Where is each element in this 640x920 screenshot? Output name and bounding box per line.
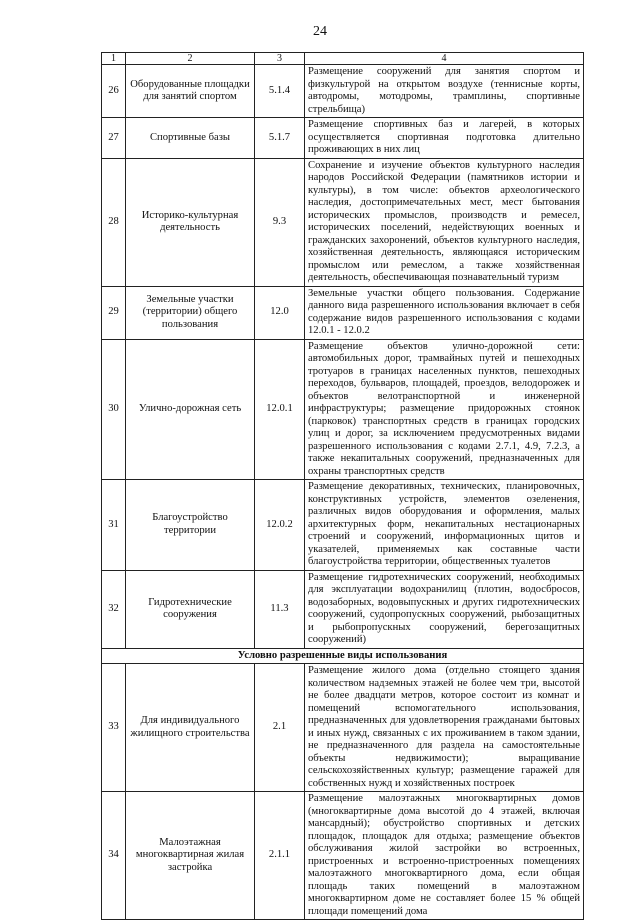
use-type-name: Малоэтажная многоквартирная жилая застройка xyxy=(126,792,255,920)
use-type-description: Сохранение и изучение объектов культурного наследия народов Российской Федерации (памятников истории и культуры), в том числе: объектов археологического наследия, достопримечательных мест, мест бытования исторических промыслов, производств и ремесел, исторических поселений, недействующих военных и гражданских захоронений, объектов культурного наследия, хозяйственная деятельность, являющаяся историческим промыслом или ремеслом, а также хозяйственная деятельность, обеспечивающая познавательный туризм xyxy=(305,158,584,286)
use-type-code: 5.1.7 xyxy=(255,118,305,159)
use-type-name: Гидротехнические сооружения xyxy=(126,570,255,648)
use-type-description: Размещение спортивных баз и лагерей, в которых осуществляется спортивная подготовка длительно проживающих в них лиц xyxy=(305,118,584,159)
row-number: 28 xyxy=(102,158,126,286)
column-number: 3 xyxy=(255,53,305,65)
land-use-table xyxy=(101,52,584,920)
use-type-name: Спортивные базы xyxy=(126,118,255,159)
row-number: 27 xyxy=(102,118,126,159)
row-number: 26 xyxy=(102,65,126,118)
table-row xyxy=(102,158,584,286)
table-row xyxy=(102,664,584,792)
use-type-description: Размещение объектов улично-дорожной сети: автомобильных дорог, трамвайных путей и пешеходных тротуаров в границах населенных пунктов, пешеходных переходов, бульваров, площадей, проездов, велодорожек и объектов велотранспортной и инженерной инфраструктуры; размещение придорожных стоянок (парковок) транспортных средств в границах городских улиц и дорог, за исключением предусмотренных видами разрешенного использования с кодами 2.7.1, 4.9, 7.2.3, а также некапитальных сооружений, предназначенных для охраны транспортных средств xyxy=(305,339,584,480)
row-number: 31 xyxy=(102,480,126,571)
table-row xyxy=(102,792,584,920)
use-type-name: Историко-культурная деятельность xyxy=(126,158,255,286)
use-type-code: 12.0.2 xyxy=(255,480,305,571)
use-type-name: Оборудованные площадки для занятий спортом xyxy=(126,65,255,118)
row-number: 34 xyxy=(102,792,126,920)
column-number: 1 xyxy=(102,53,126,65)
table-row xyxy=(102,65,584,118)
use-type-description: Размещение гидротехнических сооружений, необходимых для эксплуатации водохранилищ (плотин, водосбросов, водозаборных, водовыпускных и других гидротехнических сооружений, судопропускных сооружений, рыбозащитных и рыбопропускных сооружений, берегозащитных сооружений) xyxy=(305,570,584,648)
column-number: 4 xyxy=(305,53,584,65)
section-title: Условно разрешенные виды использования xyxy=(102,648,584,664)
use-type-description: Размещение малоэтажных многоквартирных домов (многоквартирные дома высотой до 4 этажей, включая мансардный); обустройство спортивных и детских площадок, площадок для отдыха; размещение объектов обслуживания жилой застройки во встроенных, пристроенных и встроенно-пристроенных помещениях малоэтажного многоквартирного дома, если общая площадь таких помещений в малоэтажном многоквартирном доме не составляет более 15 % общей площади помещений дома xyxy=(305,792,584,920)
use-type-name: Улично-дорожная сеть xyxy=(126,339,255,480)
use-type-name: Для индивидуального жилищного строительства xyxy=(126,664,255,792)
row-number: 30 xyxy=(102,339,126,480)
use-type-code: 2.1.1 xyxy=(255,792,305,920)
use-type-code: 12.0.1 xyxy=(255,339,305,480)
table-row xyxy=(102,118,584,159)
row-number: 29 xyxy=(102,286,126,339)
page-number: 24 xyxy=(313,24,327,39)
table-row xyxy=(102,339,584,480)
table-row xyxy=(102,570,584,648)
use-type-code: 5.1.4 xyxy=(255,65,305,118)
use-type-description: Размещение декоративных, технических, планировочных, конструктивных устройств, элементов озеленения, различных видов оборудования и оформления, малых архитектурных форм, некапитальных нестационарных строений и сооружений, информационных щитов и указателей, применяемых как составные части благоустройства территории, общественных туалетов xyxy=(305,480,584,571)
use-type-code: 9.3 xyxy=(255,158,305,286)
use-type-description: Размещение жилого дома (отдельно стоящего здания количеством надземных этажей не более чем три, высотой не более двадцати метров, которое состоит из комнат и помещений вспомогательного использования, предназначенных для удовлетворения гражданами бытовых и иных нужд, связанных с их проживанием в таком здании, не предназначенного для раздела на самостоятельные объекты недвижимости); выращивание сельскохозяйственных культур; размещение гаражей для собственных нужд и хозяйственных построек xyxy=(305,664,584,792)
column-number-row xyxy=(102,53,584,65)
use-type-name: Благоустройство территории xyxy=(126,480,255,571)
use-type-name: Земельные участки (территории) общего пользования xyxy=(126,286,255,339)
section-header-row xyxy=(102,648,584,664)
column-number: 2 xyxy=(126,53,255,65)
row-number: 33 xyxy=(102,664,126,792)
row-number: 32 xyxy=(102,570,126,648)
use-type-code: 12.0 xyxy=(255,286,305,339)
use-type-description: Земельные участки общего пользования. Содержание данного вида разрешенного использования включает в себя содержание видов разрешенного использования с кодами 12.0.1 - 12.0.2 xyxy=(305,286,584,339)
use-type-code: 11.3 xyxy=(255,570,305,648)
use-type-code: 2.1 xyxy=(255,664,305,792)
table-row xyxy=(102,286,584,339)
use-type-description: Размещение сооружений для занятия спортом и физкультурой на открытом воздухе (теннисные корты, автодромы, мотодромы, трамплины, спортивные стрельбища) xyxy=(305,65,584,118)
table-row xyxy=(102,480,584,571)
